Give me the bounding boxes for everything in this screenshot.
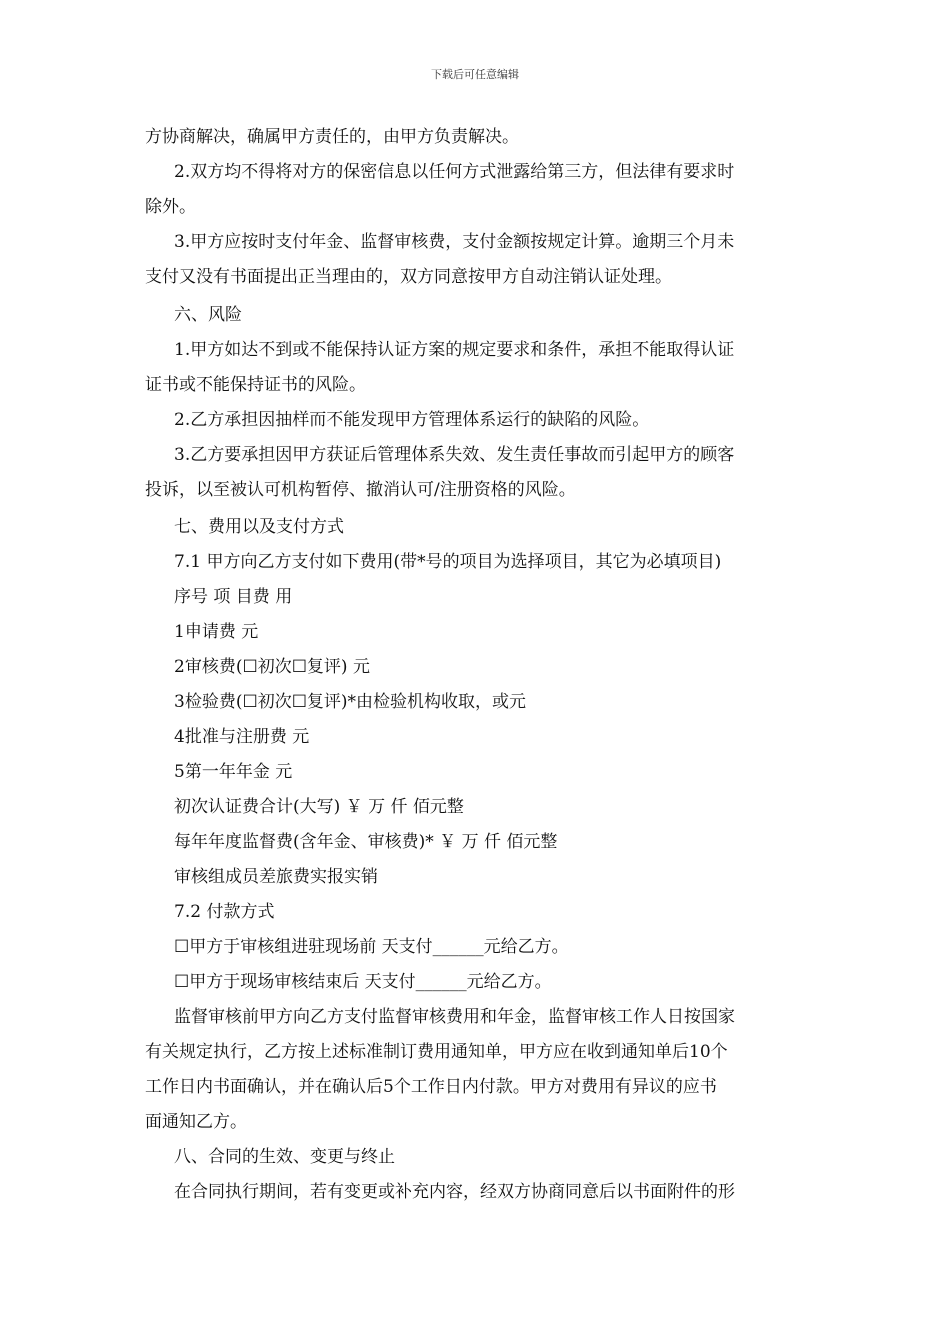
- text-line: 序号 项 目费 用: [174, 587, 293, 607]
- text-line: 3.甲方应按时支付年金、监督审核费，支付金额按规定计算。逾期三个月未: [174, 232, 735, 252]
- text-line: 证书或不能保持证书的风险。: [145, 375, 366, 395]
- text-line: ☐甲方于审核组进驻现场前 天支付______元给乙方。: [174, 937, 569, 957]
- text-line: 7.1 甲方向乙方支付如下费用(带*号的项目为选择项目，其它为必填项目): [174, 552, 722, 572]
- text-line: 2.双方均不得将对方的保密信息以任何方式泄露给第三方，但法律有要求时: [174, 162, 735, 182]
- text-line: 支付又没有书面提出正当理由的，双方同意按甲方自动注销认证处理。: [145, 267, 672, 287]
- text-line: 3.乙方要承担因甲方获证后管理体系失效、发生责任事故而引起甲方的顾客: [174, 445, 735, 465]
- text-line: 7.2 付款方式: [174, 902, 275, 922]
- text-line: 1申请费 元: [174, 622, 259, 642]
- text-line: 方协商解决，确属甲方责任的，由甲方负责解决。: [145, 127, 519, 147]
- text-line: 投诉，以至被认可机构暂停、撤消认可/注册资格的风险。: [145, 480, 576, 500]
- text-line: 除外。: [145, 197, 196, 217]
- text-line: 七、费用以及支付方式: [174, 517, 344, 537]
- text-line: 1.甲方如达不到或不能保持认证方案的规定要求和条件，承担不能取得认证: [174, 340, 735, 360]
- text-line: 5第一年年金 元: [174, 762, 293, 782]
- text-line: 初次认证费合计(大写) ￥ 万 仟 佰元整: [174, 797, 464, 817]
- text-line: 在合同执行期间，若有变更或补充内容，经双方协商同意后以书面附件的形: [174, 1182, 735, 1202]
- text-line: 有关规定执行，乙方按上述标准制订费用通知单，甲方应在收到通知单后10个: [145, 1042, 728, 1062]
- text-line: 4批准与注册费 元: [174, 727, 310, 747]
- text-line: 八、合同的生效、变更与终止: [174, 1147, 395, 1167]
- text-line: 面通知乙方。: [145, 1112, 247, 1132]
- text-line: 2审核费(☐初次☐复评) 元: [174, 657, 370, 677]
- text-line: 3检验费(☐初次☐复评)*由检验机构收取，或元: [174, 692, 527, 712]
- text-line: 监督审核前甲方向乙方支付监督审核费用和年金，监督审核工作人日按国家: [174, 1007, 735, 1027]
- text-line: 工作日内书面确认，并在确认后5个工作日内付款。甲方对费用有异议的应书: [145, 1077, 717, 1097]
- text-line: 每年年度监督费(含年金、审核费)* ￥ 万 仟 佰元整: [174, 832, 558, 852]
- text-line: 审核组成员差旅费实报实销: [174, 867, 378, 887]
- text-line: 2.乙方承担因抽样而不能发现甲方管理体系运行的缺陷的风险。: [174, 410, 650, 430]
- text-line: 六、风险: [174, 305, 242, 325]
- text-line: ☐甲方于现场审核结束后 天支付______元给乙方。: [174, 972, 552, 992]
- page-header: 下载后可任意编辑: [431, 68, 519, 81]
